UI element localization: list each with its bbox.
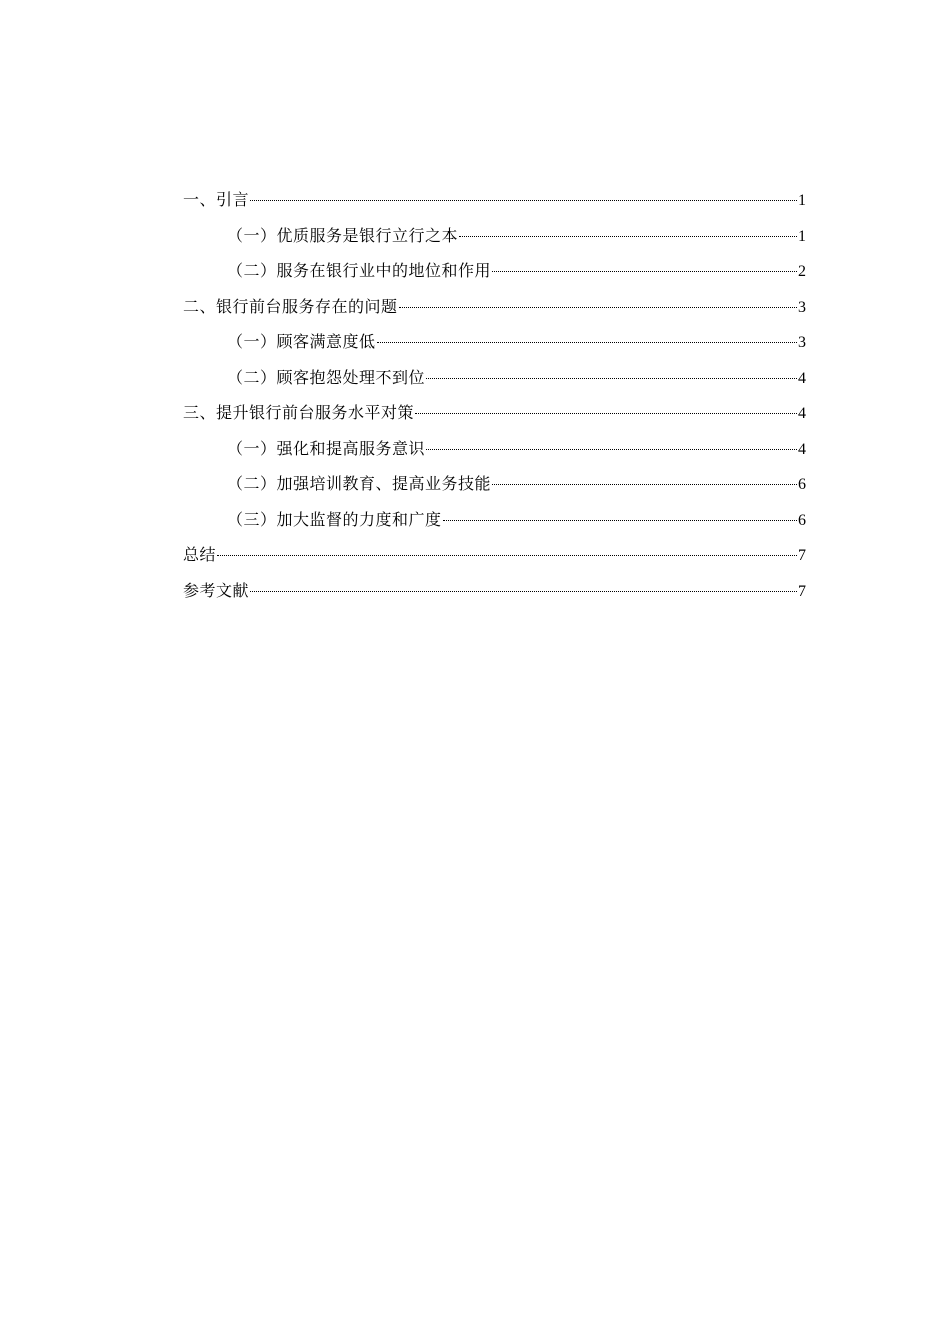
toc-entry-references[interactable] (183, 573, 806, 609)
toc-page-number: 3 (798, 334, 806, 351)
toc-dot-leader (443, 519, 797, 521)
toc-dot-leader (426, 377, 797, 379)
toc-entry-label: （一）顾客满意度低 (227, 332, 376, 351)
toc-dot-leader (217, 554, 797, 556)
toc-page-number: 4 (798, 369, 806, 387)
toc-entry-label: 二、银行前台服务存在的问题 (183, 296, 398, 316)
toc-dot-leader (426, 448, 797, 450)
toc-entry-summary[interactable] (183, 537, 806, 573)
toc-dot-leader (399, 306, 797, 308)
table-of-contents (183, 182, 806, 608)
toc-entry-label: 参考文献 (183, 580, 250, 600)
toc-entry-problems[interactable] (183, 289, 806, 325)
toc-page-number: 7 (798, 582, 806, 600)
toc-entry-label: 一、引言 (183, 190, 250, 209)
toc-page-number: 1 (798, 227, 806, 245)
toc-entry-label: （二）顾客抱怨处理不到位 (227, 367, 426, 387)
toc-page-number: 3 (798, 298, 806, 316)
toc-entry-service-awareness[interactable] (183, 431, 806, 467)
toc-entry-label: 三、提升银行前台服务水平对策 (183, 403, 415, 422)
toc-entry-service-role[interactable] (183, 253, 806, 289)
toc-dot-leader (459, 235, 797, 237)
toc-page-number: 7 (798, 547, 806, 564)
toc-entry-countermeasures[interactable] (183, 395, 806, 431)
toc-entry-supervision[interactable] (183, 502, 806, 538)
toc-page-number: 2 (798, 263, 806, 280)
toc-entry-label: （一）强化和提高服务意识 (227, 438, 426, 458)
toc-entry-quality-service[interactable] (183, 218, 806, 254)
toc-entry-training[interactable] (183, 466, 806, 502)
toc-entry-label: （二）服务在银行业中的地位和作用 (227, 261, 492, 280)
toc-page-number: 4 (798, 440, 806, 458)
toc-page-number: 6 (798, 476, 806, 493)
toc-page-number: 6 (798, 511, 806, 529)
toc-dot-leader (377, 341, 797, 343)
toc-entry-complaint-handling[interactable] (183, 360, 806, 396)
toc-entry-label: 总结 (183, 545, 217, 564)
toc-dot-leader (492, 483, 797, 485)
toc-page-number: 1 (798, 192, 806, 209)
toc-entry-label: （三）加大监督的力度和广度 (227, 509, 442, 529)
toc-dot-leader (250, 199, 797, 201)
toc-entry-label: （一）优质服务是银行立行之本 (227, 225, 459, 245)
toc-entry-low-satisfaction[interactable] (183, 324, 806, 360)
toc-dot-leader (415, 412, 797, 414)
toc-page-number: 4 (798, 405, 806, 422)
toc-dot-leader (250, 590, 797, 592)
toc-dot-leader (492, 270, 797, 272)
toc-entry-introduction[interactable] (183, 182, 806, 218)
toc-entry-label: （二）加强培训教育、提高业务技能 (227, 474, 492, 493)
